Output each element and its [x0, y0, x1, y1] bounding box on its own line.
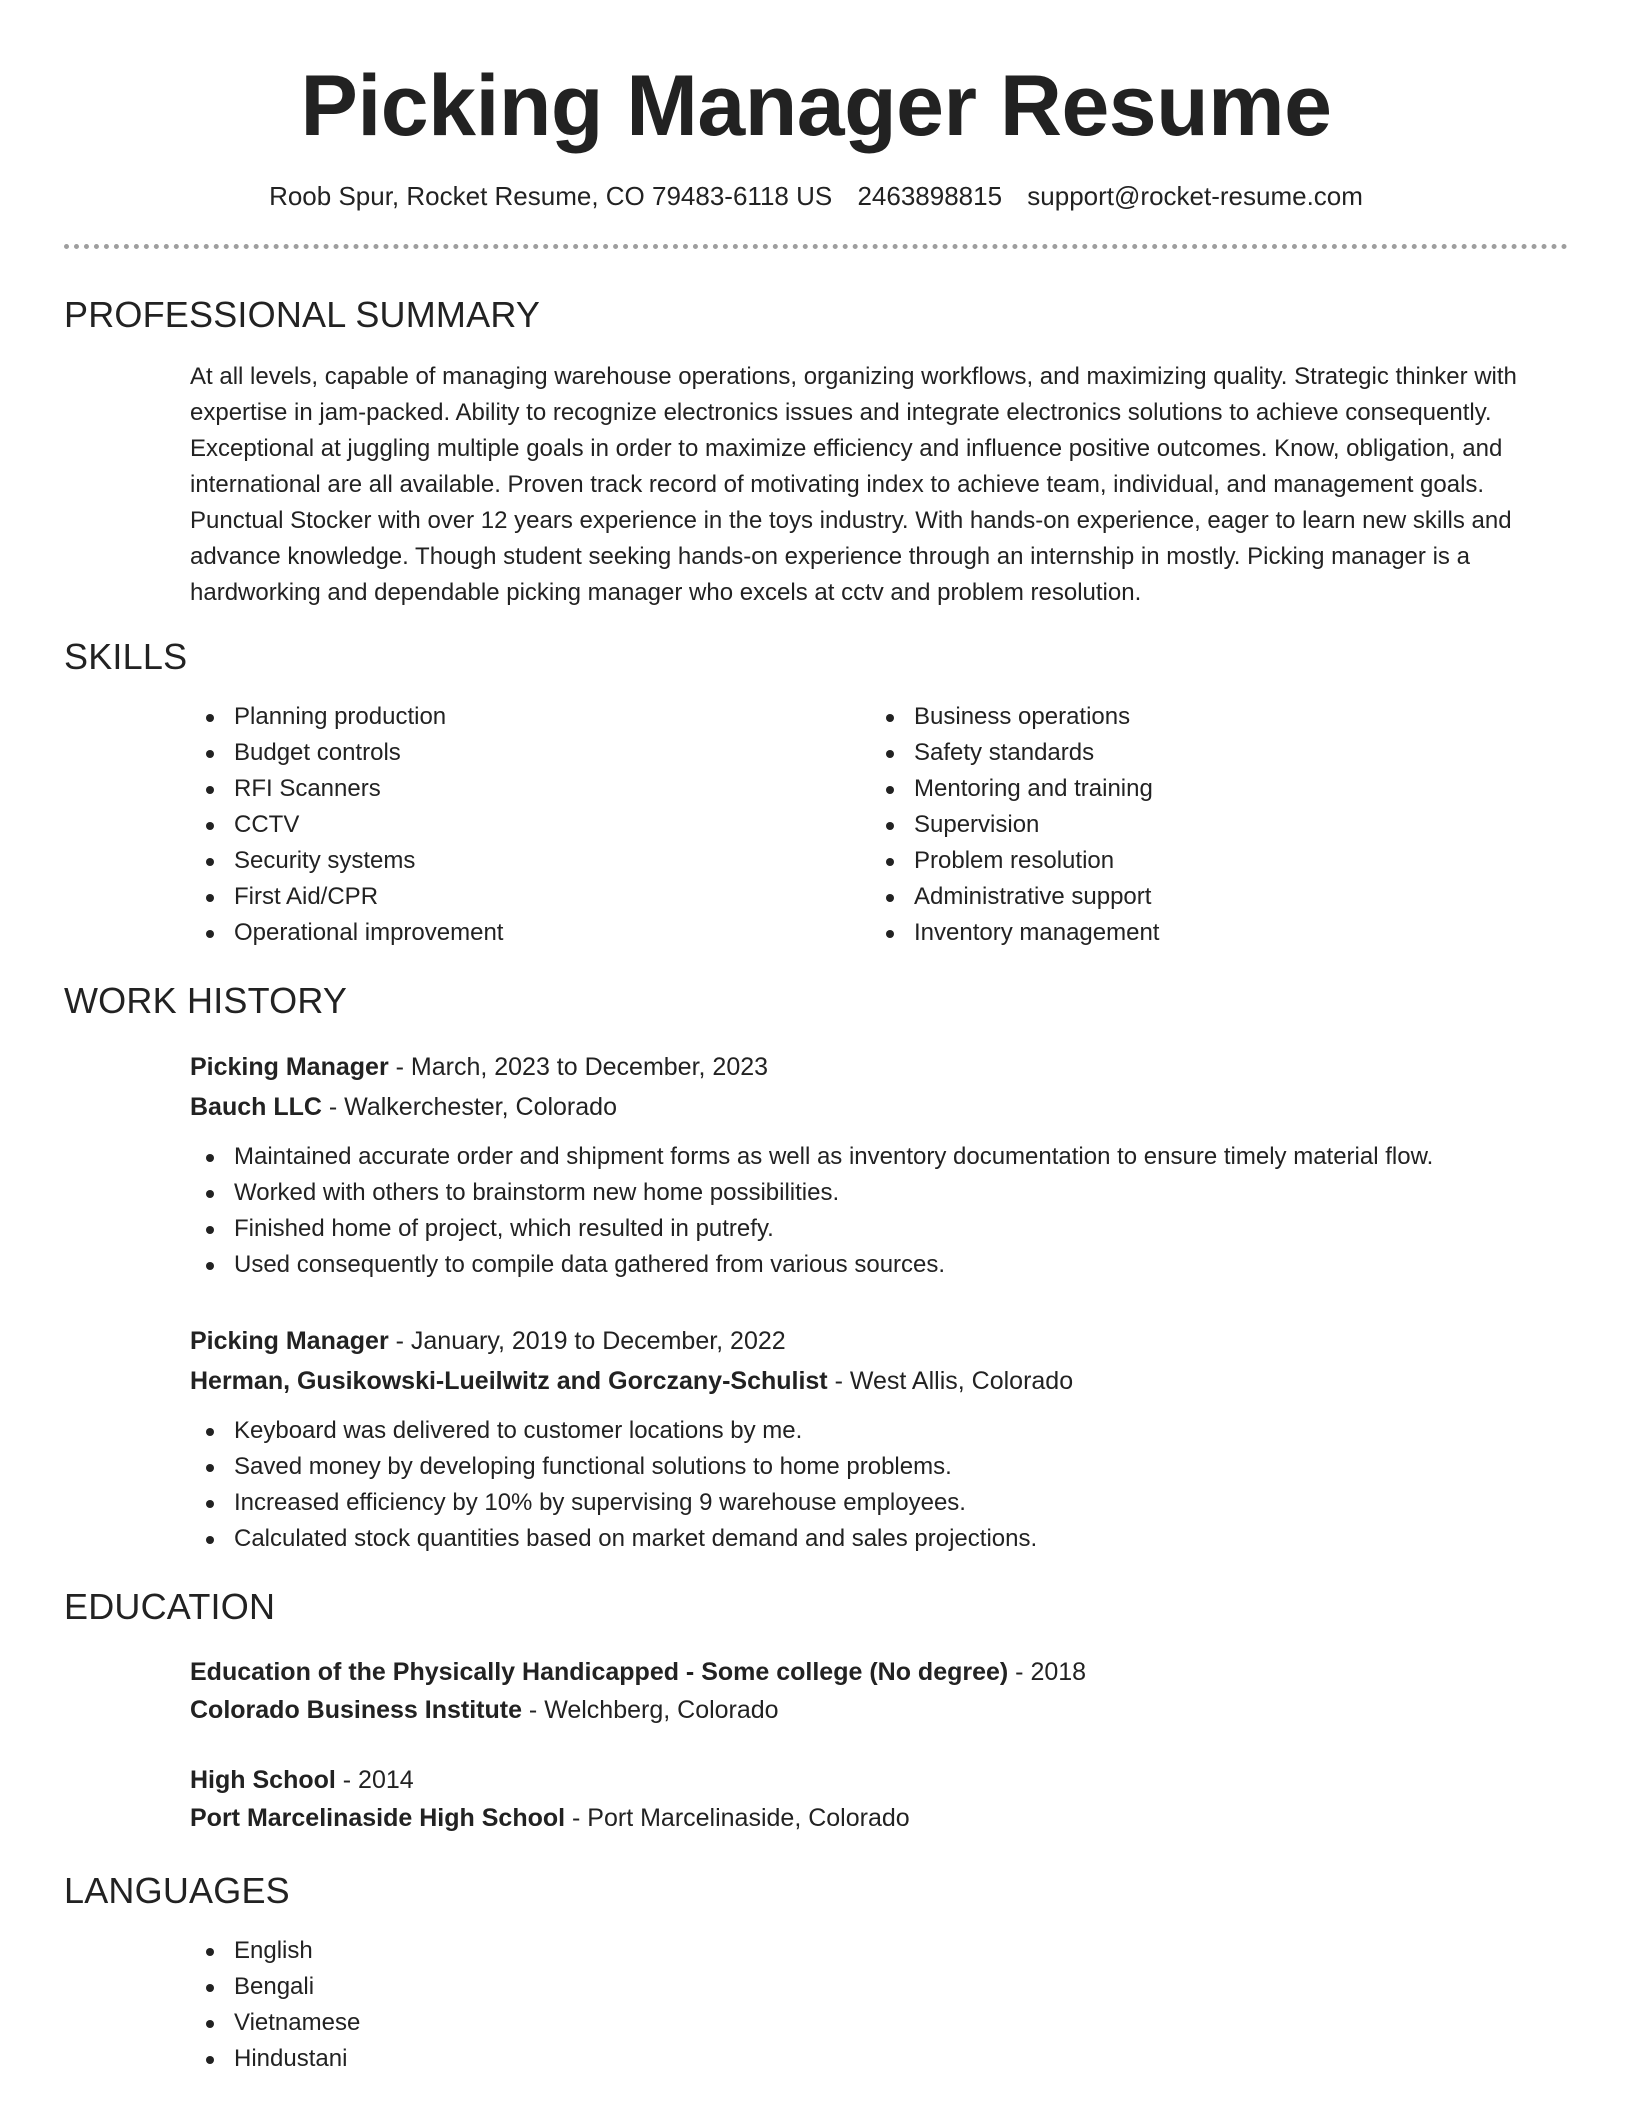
languages-heading: LANGUAGES — [64, 1870, 290, 1911]
skill-item: RFI Scanners — [190, 771, 870, 807]
job-bullet: Used consequently to compile data gathered from various sources. — [190, 1247, 1568, 1283]
job-bullet: Finished home of project, which resulted in putrefy. — [190, 1211, 1568, 1247]
skill-item: Budget controls — [190, 735, 870, 771]
skill-item: Inventory management — [870, 915, 1550, 951]
skill-item: Mentoring and training — [870, 771, 1550, 807]
language-item: Hindustani — [190, 2041, 1568, 2077]
job-bullet: Saved money by developing functional solutions to home problems. — [190, 1449, 1568, 1485]
education-location: - Welchberg, Colorado — [521, 1696, 779, 1724]
education-degree-line — [190, 1653, 1568, 1691]
education-entry — [190, 1653, 1568, 1729]
skill-item: Supervision — [870, 807, 1550, 843]
education-heading: EDUCATION — [64, 1586, 276, 1627]
work-history-heading: WORK HISTORY — [64, 980, 348, 1021]
skill-item: Planning production — [190, 699, 870, 735]
resume-title: Picking Manager Resume — [300, 58, 1332, 154]
job-bullet: Increased efficiency by 10% by supervising 9 warehouse employees. — [190, 1485, 1568, 1521]
languages-section — [64, 1869, 1568, 2077]
job-bullet: Calculated stock quantities based on market demand and sales projections. — [190, 1521, 1568, 1557]
language-item: English — [190, 1933, 1568, 1969]
job-company-line — [190, 1087, 1568, 1127]
job-bullets — [190, 1413, 1568, 1557]
work-history-section — [64, 979, 1568, 1557]
job-bullets — [190, 1139, 1568, 1283]
header-divider — [64, 244, 1568, 249]
education-year: - 2014 — [335, 1766, 414, 1794]
education-school-line — [190, 1691, 1568, 1729]
skill-item: Security systems — [190, 843, 870, 879]
job-title: Picking Manager — [190, 1053, 389, 1081]
summary-section — [64, 293, 1568, 611]
education-degree: Education of the Physically Handicapped - Some college (No degree) — [190, 1658, 1009, 1686]
education-body — [64, 1653, 1568, 1837]
work-history-body — [64, 1047, 1568, 1557]
education-section — [64, 1585, 1568, 1837]
summary-text: At all levels, capable of managing warehouse operations, organizing workflows, and maximizing quality. Strategic thinker with expertise in jam-packed. Ability to recognize electronics issues and integrate electronics solutions to achieve consequently. Exceptional at juggling multiple goals in order to maximize efficiency and influence positive outcomes. Know, obligation, and international are all available. Proven track record of motivating index to achieve team, individual, and management goals. Punctual Stocker with over 12 years experience in the toys industry. With hands-on experience, eager to learn new skills and advance knowledge. Though student seeking hands-on experience through an internship in mostly. Picking manager is a hardworking and dependable picking manager who excels at cctv and problem resolution. — [190, 363, 1517, 606]
languages-body — [64, 1933, 1568, 2077]
job-company: Bauch LLC — [190, 1093, 322, 1121]
job-entry — [190, 1047, 1568, 1283]
job-dates: - January, 2019 to December, 2022 — [388, 1327, 786, 1355]
job-title-line — [190, 1047, 1568, 1087]
job-entry — [190, 1321, 1568, 1557]
job-bullet: Worked with others to brainstorm new home possibilities. — [190, 1175, 1568, 1211]
job-dates: - March, 2023 to December, 2023 — [388, 1053, 769, 1081]
language-item: Bengali — [190, 1969, 1568, 2005]
skill-item: Safety standards — [870, 735, 1550, 771]
education-degree: High School — [190, 1766, 336, 1794]
education-degree-line — [190, 1761, 1568, 1799]
skills-list-right — [870, 699, 1550, 951]
skills-list-left — [190, 699, 870, 951]
job-location: - West Allis, Colorado — [827, 1367, 1074, 1395]
education-entry — [190, 1761, 1568, 1837]
skill-item: Business operations — [870, 699, 1550, 735]
job-location: - Walkerchester, Colorado — [321, 1093, 617, 1121]
education-year: - 2018 — [1008, 1658, 1087, 1686]
skill-item: CCTV — [190, 807, 870, 843]
education-school-line — [190, 1799, 1568, 1837]
education-location: - Port Marcelinaside, Colorado — [565, 1804, 910, 1832]
contact-line — [64, 180, 1568, 212]
skills-body — [64, 699, 1568, 951]
skills-section — [64, 635, 1568, 951]
skill-item: Administrative support — [870, 879, 1550, 915]
education-school: Colorado Business Institute — [190, 1696, 522, 1724]
languages-list — [190, 1933, 1568, 2077]
education-school: Port Marcelinaside High School — [190, 1804, 566, 1832]
language-item: Vietnamese — [190, 2005, 1568, 2041]
contact-phone: 2463898815 — [857, 181, 1003, 211]
skill-item: Operational improvement — [190, 915, 870, 951]
job-bullet: Maintained accurate order and shipment forms as well as inventory documentation to ensure timely material flow. — [190, 1139, 1568, 1175]
skill-item: Problem resolution — [870, 843, 1550, 879]
job-company-line — [190, 1361, 1568, 1401]
skills-heading: SKILLS — [64, 636, 188, 677]
job-title: Picking Manager — [190, 1327, 389, 1355]
job-company: Herman, Gusikowski-Lueilwitz and Gorczany-Schulist — [190, 1367, 828, 1395]
contact-email: support@rocket-resume.com — [1027, 181, 1363, 211]
skill-item: First Aid/CPR — [190, 879, 870, 915]
summary-body — [64, 359, 1568, 611]
skills-grid — [190, 699, 1568, 951]
job-bullet: Keyboard was delivered to customer locations by me. — [190, 1413, 1568, 1449]
job-title-line — [190, 1321, 1568, 1361]
contact-address: Roob Spur, Rocket Resume, CO 79483-6118 US — [269, 181, 833, 211]
summary-heading: PROFESSIONAL SUMMARY — [64, 294, 541, 335]
